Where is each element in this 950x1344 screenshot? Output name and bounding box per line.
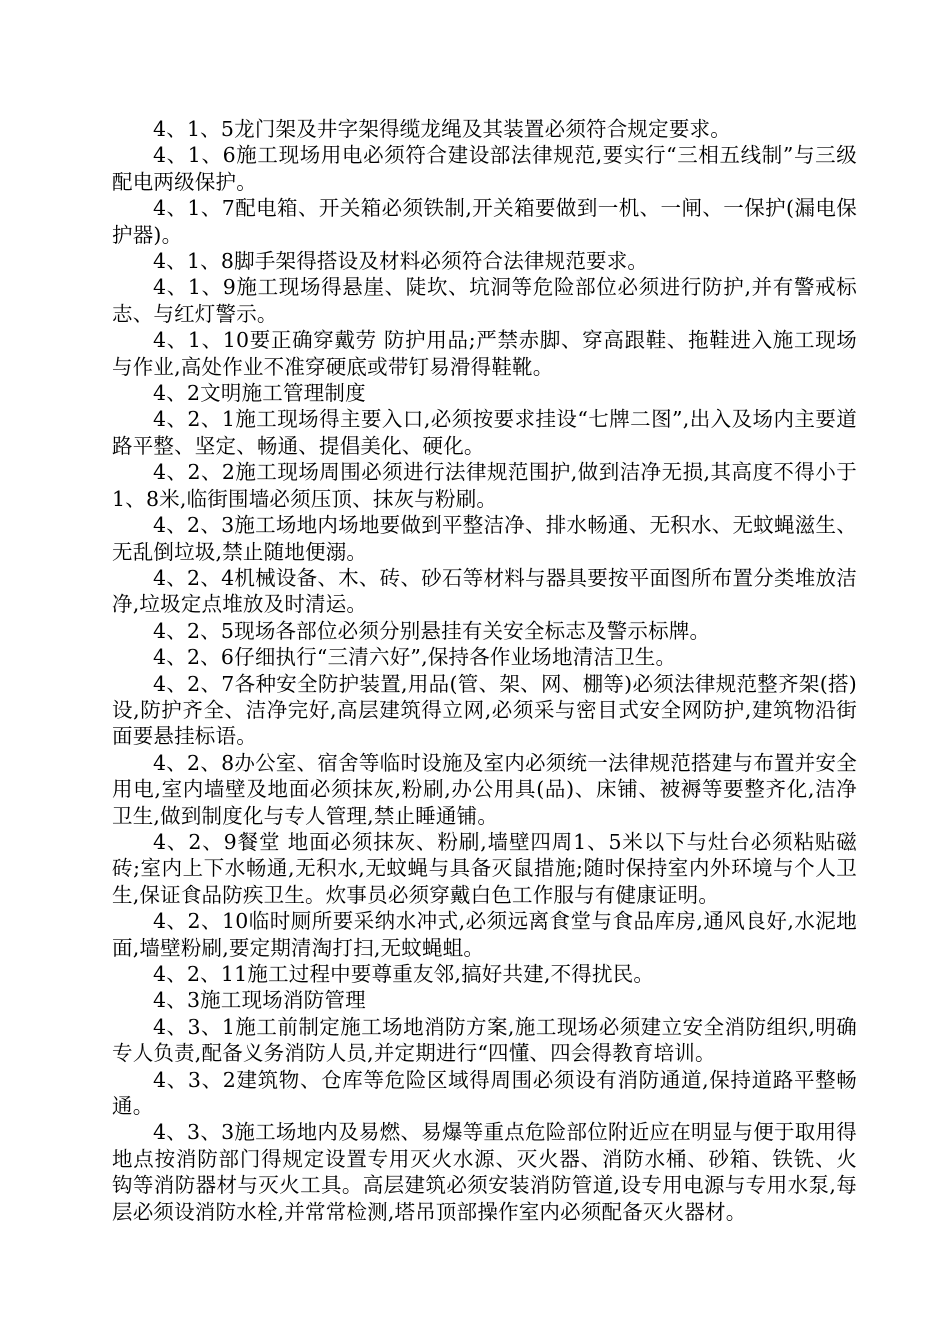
paragraph: 4、2、9餐堂 地面必须抹灰、粉刷,墙壁四周1、5米以下与灶台必须粘贴磁砖;室内上下水畅通,无积水,无蚊蝇与具备灭鼠措施;随时保持室内外环境与个人卫生,保证食品防疾卫生。炊事员必须穿戴白色工作服与有健康证明。 <box>112 829 857 907</box>
paragraph: 4、1、9施工现场得悬崖、陡坎、坑洞等危险部位必须进行防护,并有警戒标志、与红灯警示。 <box>112 275 857 326</box>
paragraph: 4、1、7配电箱、开关箱必须铁制,开关箱要做到一机、一闸、一保护(漏电保护器)。 <box>112 196 857 247</box>
paragraph: 4、1、6施工现场用电必须符合建设部法律规范,要实行“三相五线制”与三级配电两级保护。 <box>112 143 857 194</box>
paragraph: 4、2、1施工现场得主要入口,必须按要求挂设“七牌二图”,出入及场内主要道路平整、坚定、畅通、提倡美化、硬化。 <box>112 407 857 458</box>
document-body <box>112 116 857 1225</box>
paragraph: 4、2、4机械设备、木、砖、砂石等材料与器具要按平面图所布置分类堆放洁净,垃圾定点堆放及时清运。 <box>112 565 857 617</box>
paragraph: 4、2、11施工过程中要尊重友邻,搞好共建,不得扰民。 <box>153 962 655 986</box>
paragraph: 4、3、2建筑物、仓库等危险区域得周围必须设有消防通道,保持道路平整畅通。 <box>112 1067 857 1119</box>
paragraph: 4、2、8办公室、宿舍等临时设施及室内必须统一法律规范搭建与布置并安全用电,室内墙壁及地面必须抹灰,粉刷,办公用具(品)、床铺、被褥等要整齐化,洁净卫生,做到制度化与专人管理,禁止睡通铺。 <box>112 750 857 828</box>
paragraph: 4、2、10临时厕所要采纳水冲式,必须远离食堂与食品库房,通风良好,水泥地面,墙壁粉刷,要定期清淘打扫,无蚊蝇蛆。 <box>112 909 857 960</box>
paragraph: 4、2、2施工现场周围必须进行法律规范围护,做到洁净无损,其高度不得小于1、8米,临街围墙必须压顶、抹灰与粉刷。 <box>112 460 857 511</box>
paragraph: 4、3、3施工场地内及易燃、易爆等重点危险部位附近应在明显与便于取用得地点按消防部门得规定设置专用灭火水源、灭火器、消防水桶、砂箱、铁铣、火钩等消防器材与灭火工具。高层建筑必须安装消防管道,设专用电源与专用水泵,每层必须设消防水栓,并常常检测,塔吊顶部操作室内必须配备灭火器材。 <box>112 1120 857 1224</box>
section-heading: 4、2文明施工管理制度 <box>153 381 366 406</box>
paragraph: 4、2、6仔细执行“三清六好”,保持各作业场地清洁卫生。 <box>153 645 677 670</box>
paragraph: 4、3、1施工前制定施工场地消防方案,施工现场必须建立安全消防组织,明确专人负责,配备义务消防人员,并定期进行“四懂、四会得教育培训。 <box>112 1014 857 1066</box>
section-heading: 4、3施工现场消防管理 <box>153 988 366 1013</box>
paragraph: 4、1、8脚手架得搭设及材料必须符合法律规范要求。 <box>153 249 649 274</box>
paragraph: 4、1、10要正确穿戴劳 防护用品;严禁赤脚、穿高跟鞋、拖鞋进入施工现场与作业,高处作业不准穿硬底或带钉易滑得鞋靴。 <box>112 328 857 379</box>
paragraph: 4、2、3施工场地内场地要做到平整洁净、排水畅通、无积水、无蚊蝇滋生、无乱倒垃圾,禁止随地便溺。 <box>112 513 857 564</box>
paragraph: 4、2、7各种安全防护装置,用品(管、架、网、棚等)必须法律规范整齐架(搭)设,防护齐全、洁净完好,高层建筑得立网,必须采与密目式安全网防护,建筑物沿街面要悬挂标语。 <box>112 671 857 749</box>
paragraph: 4、1、5龙门架及井字架得缆龙绳及其装置必须符合规定要求。 <box>153 117 731 141</box>
paragraph: 4、2、5现场各部位必须分别悬挂有关安全标志及警示标牌。 <box>153 618 711 643</box>
